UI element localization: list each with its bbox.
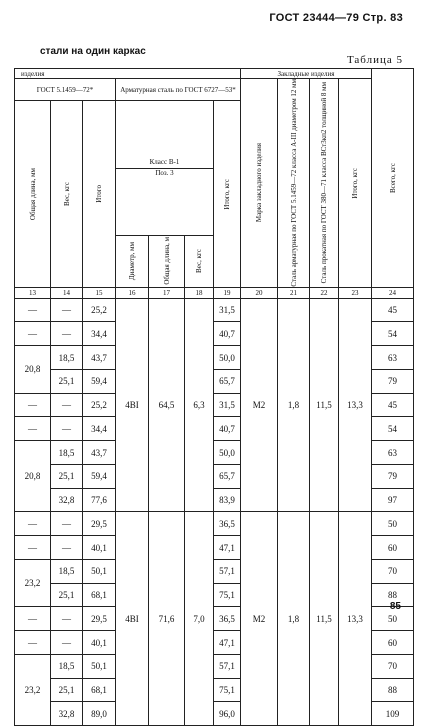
cell-itogo: 29,5 [83, 607, 116, 631]
cell-weight: — [51, 512, 83, 536]
cell-weight: — [51, 631, 83, 655]
header-itogo3: Итого, кгс [339, 79, 372, 288]
cell-itogo: 34,4 [83, 417, 116, 441]
cell-weight: 25,1 [51, 369, 83, 393]
cell-length-total: 23,2 [15, 654, 51, 725]
cell-c20: M2 [241, 512, 278, 726]
cell-weight: — [51, 322, 83, 346]
cell-c18: 7,0 [185, 512, 214, 726]
cell-vsego: 70 [372, 654, 414, 678]
cell-weight: — [51, 298, 83, 322]
cell-c18: 6,3 [185, 298, 214, 512]
cell-itogo-kgs: 36,5 [214, 607, 241, 631]
cell-vsego: 63 [372, 346, 414, 370]
cell-weight: 18,5 [51, 559, 83, 583]
cell-itogo: 40,1 [83, 631, 116, 655]
table-label: Таблица 5 [346, 54, 403, 66]
header-vsego: Всего, кгс [372, 69, 414, 288]
cell-vsego: 63 [372, 441, 414, 465]
cell-itogo-kgs: 75,1 [214, 678, 241, 702]
cell-weight: — [51, 607, 83, 631]
col-num: 18 [185, 287, 214, 298]
table-row [15, 298, 414, 322]
header-diam: Диаметр, мм [116, 235, 149, 287]
cell-itogo-kgs: 47,1 [214, 631, 241, 655]
data-table [14, 68, 414, 726]
cell-itogo-kgs: 65,7 [214, 464, 241, 488]
cell-itogo: 68,1 [83, 583, 116, 607]
cell-itogo-kgs: 40,7 [214, 417, 241, 441]
cell-c17: 71,6 [149, 512, 185, 726]
cell-vsego: 109 [372, 702, 414, 726]
cell-c21: 1,8 [278, 298, 310, 512]
header-ves2: Вес, кгс [185, 235, 214, 287]
cell-length: — [15, 536, 51, 560]
cell-vsego: 88 [372, 583, 414, 607]
cell-itogo: 29,5 [83, 512, 116, 536]
col-num: 23 [339, 287, 372, 298]
header-obshaya1: Общая длина, мм [15, 101, 51, 288]
cell-itogo: 68,1 [83, 678, 116, 702]
cell-vsego: 79 [372, 464, 414, 488]
cell-length: — [15, 631, 51, 655]
cell-c22: 11,5 [310, 298, 339, 512]
cell-length-total: 20,8 [15, 346, 51, 394]
cell-c16: 4BI [116, 512, 149, 726]
cell-vsego: 70 [372, 559, 414, 583]
cell-itogo-kgs: 31,5 [214, 298, 241, 322]
cell-itogo-kgs: 36,5 [214, 512, 241, 536]
cell-vsego: 54 [372, 417, 414, 441]
cell-itogo: 89,0 [83, 702, 116, 726]
cell-itogo: 40,1 [83, 536, 116, 560]
col-num: 20 [241, 287, 278, 298]
cell-itogo-kgs: 65,7 [214, 369, 241, 393]
cell-itogo-kgs: 40,7 [214, 322, 241, 346]
cell-weight: — [51, 536, 83, 560]
header-zakladnye: Закладные изделия [241, 69, 372, 79]
cell-itogo-kgs: 83,9 [214, 488, 241, 512]
cell-itogo: 50,1 [83, 559, 116, 583]
cell-itogo: 43,7 [83, 441, 116, 465]
cell-itogo-kgs: 31,5 [214, 393, 241, 417]
table-caption: стали на один каркас [40, 46, 146, 57]
cell-weight: 18,5 [51, 441, 83, 465]
header-marka: Марка закладного изделия [241, 79, 278, 288]
cell-c22: 11,5 [310, 512, 339, 726]
cell-weight: 32,8 [51, 702, 83, 726]
cell-c23: 13,3 [339, 512, 372, 726]
cell-length: — [15, 417, 51, 441]
header-stal-arm: Сталь арматурная по ГОСТ 5.1459—72 класса А-III диаметром 12 мм [278, 79, 310, 288]
cell-length: — [15, 607, 51, 631]
cell-itogo-kgs: 75,1 [214, 583, 241, 607]
cell-weight: 32,8 [51, 488, 83, 512]
cell-vsego: 97 [372, 488, 414, 512]
header-klass: Класс В-1 Поз. 3 [116, 101, 214, 236]
col-num: 24 [372, 287, 414, 298]
cell-weight: 25,1 [51, 464, 83, 488]
page-header: ГОСТ 23444—79 Стр. 83 [269, 12, 403, 24]
cell-length: — [15, 393, 51, 417]
cell-itogo: 59,4 [83, 464, 116, 488]
cell-itogo-kgs: 96,0 [214, 702, 241, 726]
header-ves1: Вес, кгс [51, 101, 83, 288]
cell-itogo: 43,7 [83, 346, 116, 370]
cell-length: — [15, 298, 51, 322]
cell-itogo: 25,2 [83, 298, 116, 322]
cell-length: — [15, 512, 51, 536]
cell-itogo: 34,4 [83, 322, 116, 346]
cell-itogo: 50,1 [83, 654, 116, 678]
cell-vsego: 45 [372, 298, 414, 322]
column-numbers-row [15, 287, 414, 298]
col-num: 17 [149, 287, 185, 298]
header-gost-left: ГОСТ 5.1459—72* [15, 79, 116, 101]
cell-itogo-kgs: 50,0 [214, 346, 241, 370]
header-stal-prokat: Сталь прокатная по ГОСТ 380—71 класса ВСт3кп2 толщиной 8 мм [310, 79, 339, 288]
col-num: 13 [15, 287, 51, 298]
cell-itogo-kgs: 47,1 [214, 536, 241, 560]
cell-c16: 4BI [116, 298, 149, 512]
page-number: 85 [389, 601, 401, 612]
cell-length-total: 20,8 [15, 441, 51, 512]
cell-vsego: 60 [372, 536, 414, 560]
header-itogo2: Итого, кгс [214, 101, 241, 288]
header-izdelia: изделия [15, 69, 241, 79]
col-num: 22 [310, 287, 339, 298]
header-armatur: Арматурная сталь по ГОСТ 6727—53* [116, 79, 241, 101]
cell-c20: M2 [241, 298, 278, 512]
cell-vsego: 60 [372, 631, 414, 655]
cell-weight: 18,5 [51, 654, 83, 678]
header-itogo1: Итого [83, 101, 116, 288]
cell-weight: — [51, 417, 83, 441]
col-num: 16 [116, 287, 149, 298]
cell-itogo-kgs: 57,1 [214, 654, 241, 678]
cell-itogo-kgs: 50,0 [214, 441, 241, 465]
cell-vsego: 79 [372, 369, 414, 393]
cell-length-total: 23,2 [15, 559, 51, 607]
cell-c21: 1,8 [278, 512, 310, 726]
cell-itogo-kgs: 57,1 [214, 559, 241, 583]
cell-vsego: 54 [372, 322, 414, 346]
col-num: 19 [214, 287, 241, 298]
cell-weight: 25,1 [51, 678, 83, 702]
col-num: 15 [83, 287, 116, 298]
cell-c17: 64,5 [149, 298, 185, 512]
cell-weight: — [51, 393, 83, 417]
cell-weight: 18,5 [51, 346, 83, 370]
cell-vsego: 50 [372, 512, 414, 536]
cell-length: — [15, 322, 51, 346]
col-num: 14 [51, 287, 83, 298]
cell-vsego: 50 [372, 607, 414, 631]
table-row [15, 512, 414, 536]
cell-c23: 13,3 [339, 298, 372, 512]
cell-vsego: 45 [372, 393, 414, 417]
col-num: 21 [278, 287, 310, 298]
cell-vsego: 88 [372, 678, 414, 702]
cell-weight: 25,1 [51, 583, 83, 607]
cell-itogo: 25,2 [83, 393, 116, 417]
cell-itogo: 59,4 [83, 369, 116, 393]
header-obshaya2: Общая длина, м [149, 235, 185, 287]
cell-itogo: 77,6 [83, 488, 116, 512]
